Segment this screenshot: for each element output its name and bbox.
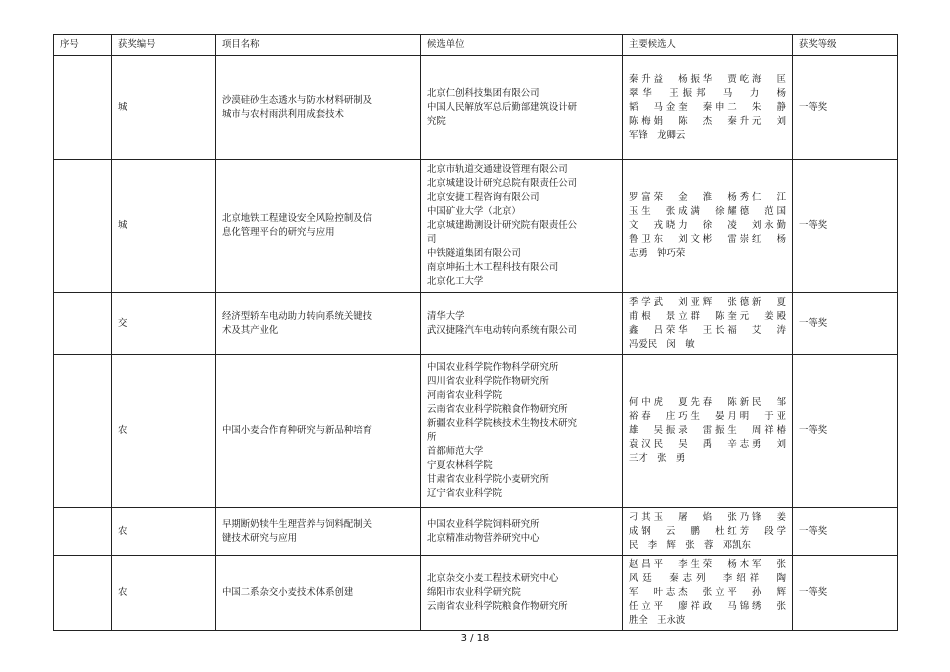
people-cell-line: 翠华 王振邦 马 力 杨 (629, 87, 786, 99)
people-cell-line: 风廷 秦志列 李绍祥 陶 (629, 573, 786, 584)
unit-cell-line: 四川省农业科学院作物研究所 (427, 376, 549, 387)
people-cell-line: 胜全 王永波 (629, 615, 686, 626)
unit-cell-line: 中国农业科学院作物科学研究所 (427, 362, 559, 373)
header-people: 主要候选人 (623, 35, 793, 56)
unit-cell-line: 宁夏农林科学院 (427, 460, 493, 471)
seq-cell (54, 508, 112, 556)
grade-cell: 一等奖 (793, 355, 898, 508)
project-cell (216, 355, 421, 508)
project-cell (216, 160, 421, 293)
project-cell-line: 经济型轿车电动助力转向系统关键技 (222, 310, 373, 322)
award-no-cell: 农 (112, 556, 216, 631)
seq-cell (54, 56, 112, 160)
people-cell-line: 裕春 庄巧生 晏月明 于亚 (629, 411, 786, 422)
project-cell (216, 293, 421, 355)
unit-cell-line: 所 (427, 432, 437, 443)
project-cell-line: 术及其产业化 (222, 324, 279, 336)
people-cell-line: 鑫 吕荣华 王长福 艾 涛 (629, 324, 786, 336)
seq-cell (54, 556, 112, 631)
unit-cell-line: 北京仁创科技集团有限公司 (427, 87, 540, 99)
people-cell-line: 军锋 龙卿云 (629, 129, 686, 141)
people-cell (623, 556, 793, 631)
unit-cell-line: 北京精准动物营养研究中心 (427, 532, 540, 544)
unit-cell-line: 河南省农业科学院 (427, 390, 503, 401)
project-cell (216, 508, 421, 556)
unit-cell (421, 355, 623, 508)
unit-cell-line: 北京化工大学 (427, 276, 484, 287)
people-cell-line: 秦升益 杨振华 贾屹海 匡 (629, 73, 786, 85)
unit-cell-line: 中国农业科学院饲料研究所 (427, 518, 540, 530)
unit-cell-line: 中国人民解放军总后勤部建筑设计研 (427, 101, 578, 113)
people-cell-line: 冯爱民 闵 敏 (629, 338, 695, 350)
header-seq: 序号 (54, 35, 112, 56)
seq-cell (54, 160, 112, 293)
unit-cell (421, 556, 623, 631)
people-cell (623, 56, 793, 160)
header-row (54, 35, 898, 56)
people-cell (623, 160, 793, 293)
project-cell-line: 沙漠硅砂生态透水与防水材料研制及 (222, 94, 373, 106)
people-cell-line: 刁其玉 屠 焰 张乃锋 姜 (629, 511, 786, 523)
awards-table (53, 34, 898, 631)
grade-cell: 一等奖 (793, 160, 898, 293)
project-cell (216, 556, 421, 631)
unit-cell-line: 云南省农业科学院粮食作物研究所 (427, 404, 568, 415)
people-cell-line: 罗富荣 金 淮 杨秀仁 江 (629, 192, 786, 203)
people-cell-line: 鲁卫东 刘文彬 雷崇红 杨 (629, 234, 786, 245)
award-no-cell: 农 (112, 508, 216, 556)
grade-cell: 一等奖 (793, 556, 898, 631)
people-cell-line: 玉生 张成满 徐耀德 范国 (629, 206, 786, 217)
header-grade: 获奖等级 (793, 35, 898, 56)
unit-cell-line: 清华大学 (427, 310, 465, 322)
unit-cell (421, 160, 623, 293)
seq-cell (54, 293, 112, 355)
people-cell (623, 355, 793, 508)
people-cell-line: 文 戎晓力 徐 凌 刘永勤 (629, 220, 786, 231)
project-cell-line: 中国小麦合作育种研究与新品种培育 (222, 425, 373, 436)
table-row (54, 556, 898, 631)
table-row (54, 293, 898, 355)
header-project: 项目名称 (216, 35, 421, 56)
grade-cell: 一等奖 (793, 293, 898, 355)
unit-cell-line: 中国矿业大学（北京） (427, 206, 521, 217)
award-no-cell: 农 (112, 355, 216, 508)
page-number: 3 / 18 (460, 633, 490, 644)
award-no-cell: 城 (112, 160, 216, 293)
table-row (54, 508, 898, 556)
project-cell-line: 中国二系杂交小麦技术体系创建 (222, 587, 354, 598)
people-cell-line: 民 李 辉 张 蓉 邓凯东 (629, 539, 751, 551)
unit-cell (421, 293, 623, 355)
project-cell-line: 早期断奶犊牛生理营养与饲料配制关 (222, 518, 373, 530)
project-cell-line: 北京地铁工程建设安全风险控制及信 (222, 213, 373, 224)
unit-cell-line: 北京市轨道交通建设管理有限公司 (427, 164, 568, 175)
people-cell-line: 陈梅娟 陈 杰 秦升元 刘 (629, 115, 786, 127)
grade-cell: 一等奖 (793, 56, 898, 160)
unit-cell-line: 究院 (427, 115, 446, 127)
table-row (54, 160, 898, 293)
people-cell-line: 任立平 廖祥政 马锦绣 张 (629, 601, 786, 612)
table-body (54, 56, 898, 631)
header-award-no: 获奖编号 (112, 35, 216, 56)
unit-cell (421, 56, 623, 160)
people-cell-line: 季学武 刘亚辉 张德新 夏 (629, 296, 786, 308)
project-cell (216, 56, 421, 160)
unit-cell-line: 司 (427, 234, 437, 245)
grade-cell: 一等奖 (793, 508, 898, 556)
unit-cell-line: 云南省农业科学院粮食作物研究所 (427, 601, 568, 612)
unit-cell (421, 508, 623, 556)
seq-cell (54, 355, 112, 508)
project-cell-line: 键技术研究与应用 (222, 532, 298, 544)
unit-cell-line: 南京坤拓土木工程科技有限公司 (427, 262, 559, 273)
unit-cell-line: 绵阳市农业科学研究院 (427, 587, 521, 598)
unit-cell-line: 辽宁省农业科学院 (427, 488, 503, 499)
people-cell-line: 成钢 云 鹏 杜红芳 段学 (629, 525, 786, 537)
people-cell-line: 韬 马金奎 秦申二 朱 静 (629, 101, 786, 113)
people-cell-line: 雄 吴振录 雷振生 周祥椿 (629, 425, 786, 436)
header-units: 候选单位 (421, 35, 623, 56)
project-cell-line: 息化管理平台的研究与应用 (222, 227, 335, 238)
unit-cell-line: 北京安捷工程咨询有限公司 (427, 192, 540, 203)
unit-cell-line: 武汉捷隆汽车电动转向系统有限公司 (427, 324, 578, 336)
unit-cell-line: 北京杂交小麦工程技术研究中心 (427, 573, 559, 584)
people-cell-line: 志勇 钟巧荣 (629, 248, 686, 259)
table-row (54, 355, 898, 508)
unit-cell-line: 首都师范大学 (427, 446, 484, 457)
award-no-cell: 城 (112, 56, 216, 160)
table-row (54, 56, 898, 160)
people-cell-line: 三才 张 勇 (629, 453, 686, 464)
people-cell-line: 军 叶志杰 张立平 孙 辉 (629, 587, 786, 598)
project-cell-line: 城市与农村雨洪利用成套技术 (222, 108, 344, 120)
unit-cell-line: 新疆农业科学院核技术生物技术研究 (427, 418, 578, 429)
award-no-cell: 交 (112, 293, 216, 355)
unit-cell-line: 北京城建勘测设计研究院有限责任公 (427, 220, 578, 231)
unit-cell-line: 北京城建设计研究总院有限责任公司 (427, 178, 578, 189)
unit-cell-line: 甘肃省农业科学院小麦研究所 (427, 474, 549, 485)
people-cell (623, 293, 793, 355)
people-cell-line: 何中虎 夏先春 陈新民 邹 (629, 397, 786, 408)
people-cell-line: 袁汉民 吴 禹 辛志勇 刘 (629, 439, 786, 450)
people-cell-line: 赵昌平 李生荣 杨木军 张 (629, 559, 786, 570)
people-cell-line: 甫根 景立群 陈奎元 姜殿 (629, 310, 786, 322)
unit-cell-line: 中铁隧道集团有限公司 (427, 248, 521, 259)
people-cell (623, 508, 793, 556)
